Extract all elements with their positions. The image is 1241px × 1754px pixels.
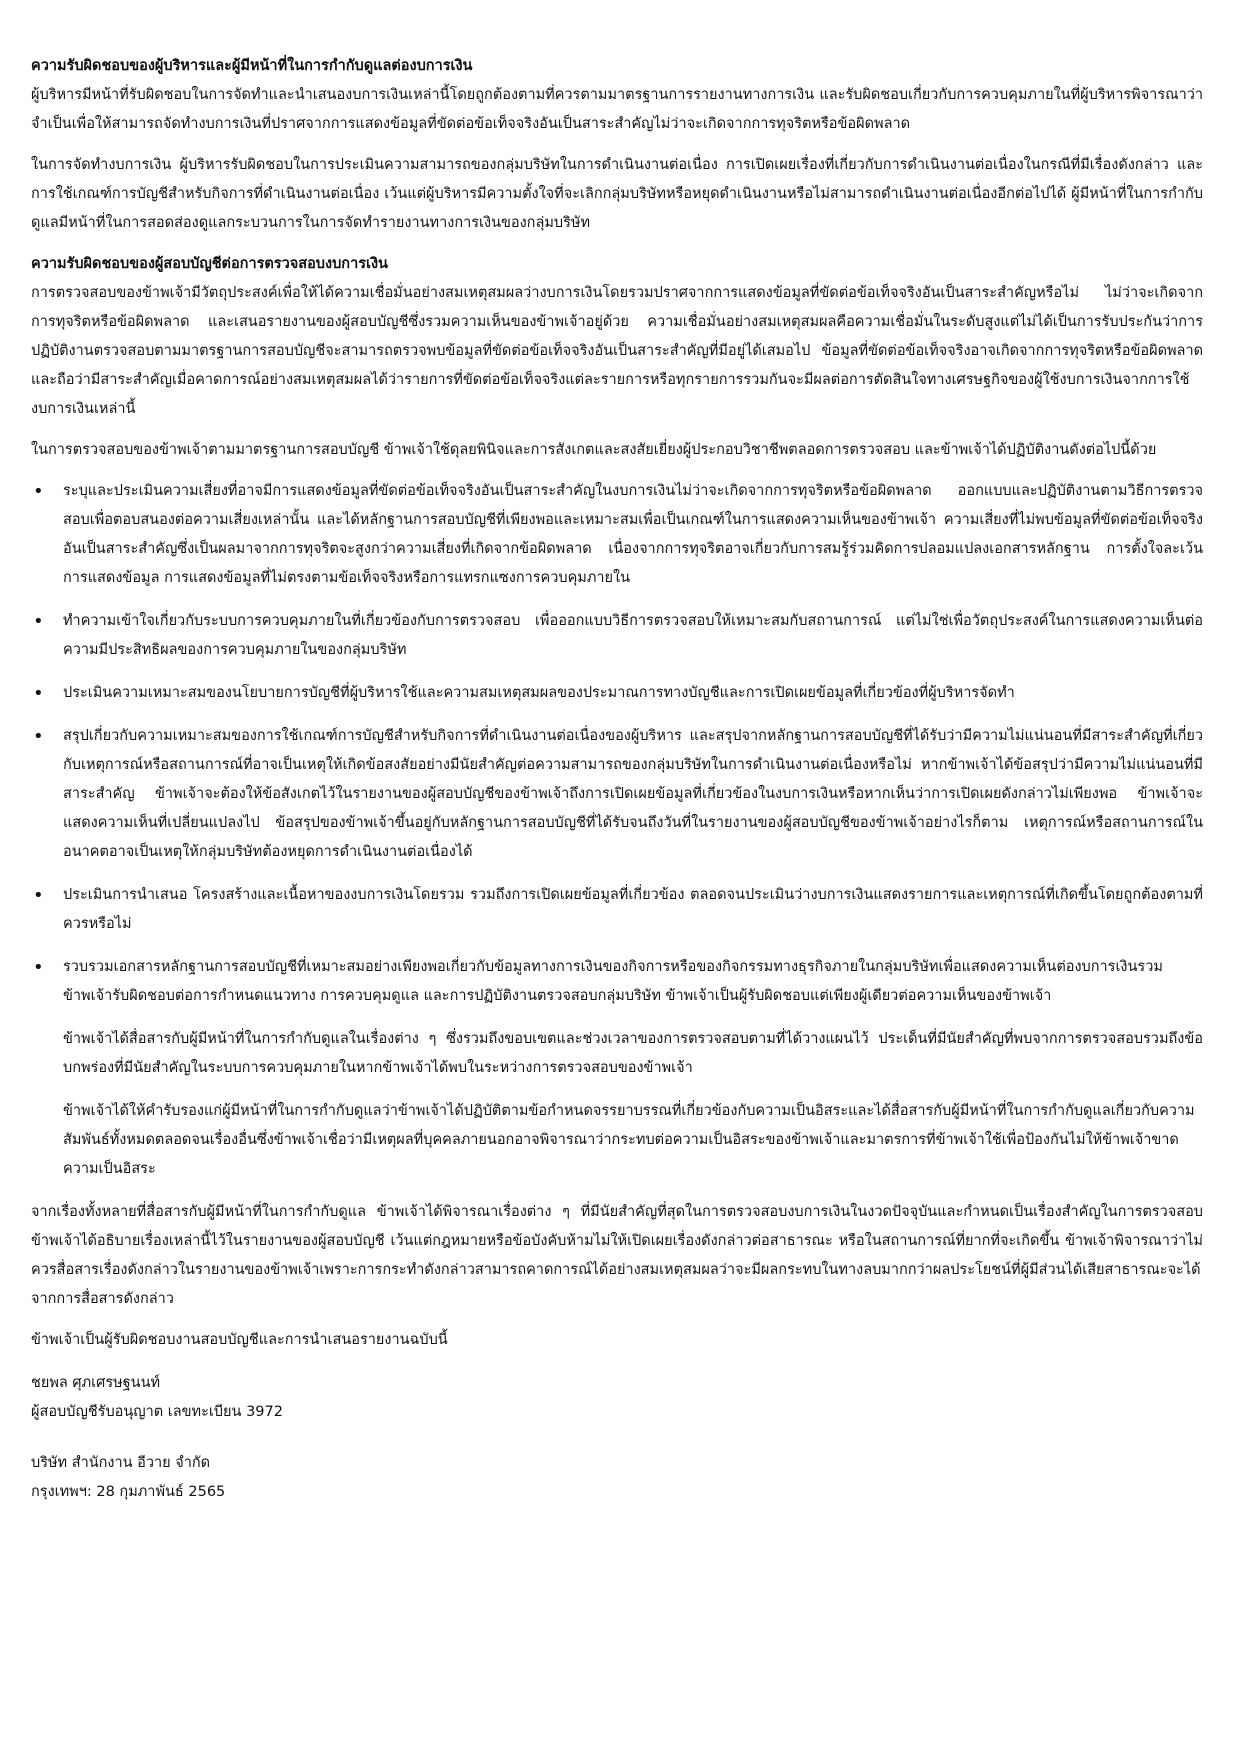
list-item [31,722,1203,867]
paragraph: จากเรื่องทั้งหลายที่สื่อสารกับผู้มีหน้าที่ในการกำกับดูแล ข้าพเจ้าได้พิจารณาเรื่องต่าง ๆ ที่มีนัยสำคัญที่สุดในการตรวจสอบงบการเงินในงวดปัจจุบันและกำหนดเป็นเรื่องสำคัญในการตรวจสอบ ข้าพเจ้าได้อธิบายเรื่องเหล่านี้ไว้ในรายงานของผู้สอบบัญชี เว้นแต่กฎหมายหรือข้อบังคับห้ามไม่ให้เปิดเผยเรื่องดังกล่าวต่อสาธารณะ หรือในสถานการณ์ที่ยากที่จะเกิดขึ้น ข้าพเจ้าพิจารณาว่าไม่ควรสื่อสารเรื่องดังกล่าวในรายงานของข้าพเจ้าเพราะการกระทำดังกล่าวสามารถคาดการณ์ได้อย่างสมเหตุสมผลว่าจะมีผลกระทบในทางลบมากกว่าผลประโยชน์ที่ผู้มีส่วนได้เสียสาธารณะจะได้จากการสื่อสารดังกล่าว [31,1204,1203,1307]
indented-paragraph: ข้าพเจ้าได้ให้คำรับรองแก่ผู้มีหน้าที่ในการกำกับดูแลว่าข้าพเจ้าได้ปฏิบัติตามข้อกำหนดจรรยาบรรณที่เกี่ยวข้องกับความเป็นอิสระและได้สื่อสารกับผู้มีหน้าที่ในการกำกับดูแลเกี่ยวกับความสัมพันธ์ทั้งหมดตลอดจนเรื่องอื่นซึ่งข้าพเจ้าเชื่อว่ามีเหตุผลที่บุคคลภายนอกอาจพิจารณาว่ากระทบต่อความเป็นอิสระของข้าพเจ้าและมาตรการที่ข้าพเจ้าใช้เพื่อป้องกันไม่ให้ข้าพเจ้าขาดความเป็นอิสระ [63,1103,1195,1177]
paragraph: การตรวจสอบของข้าพเจ้ามีวัตถุประสงค์เพื่อให้ได้ความเชื่อมั่นอย่างสมเหตุสมผลว่างบการเงินโดยรวมปราศจากการแสดงข้อมูลที่ขัดต่อข้อเท็จจริงอันเป็นสาระสำคัญหรือไม่ ไม่ว่าจะเกิดจากการทุจริตหรือข้อผิดพลาด และเสนอรายงานของผู้สอบบัญชีซึ่งรวมความเห็นของข้าพเจ้าอยู่ด้วย ความเชื่อมั่นอย่างสมเหตุสมผลคือความเชื่อมั่นในระดับสูงแต่ไม่ได้เป็นการรับประกันว่าการปฏิบัติงานตรวจสอบตามมาตรฐานการสอบบัญชีจะสามารถตรวจพบข้อมูลที่ขัดต่อข้อเท็จจริงอันเป็นสาระสำคัญที่มีอยู่ได้เสมอไป ข้อมูลที่ขัดต่อข้อเท็จจริงอาจเกิดจากการทุจริตหรือข้อผิดพลาดและถือว่ามีสาระสำคัญเมื่อคาดการณ์อย่างสมเหตุสมผลได้ว่ารายการที่ขัดต่อข้อเท็จจริงแต่ละรายการหรือทุกรายการรวมกันจะมีผลต่อการตัดสินใจทางเศรษฐกิจของผู้ใช้งบการเงินจากการใช้งบการเงินเหล่านี้ [31,285,1203,417]
list-item-text: ระบุและประเมินความเสี่ยงที่อาจมีการแสดงข้อมูลที่ขัดต่อข้อเท็จจริงอันเป็นสาระสำคัญในงบการเงินไม่ว่าจะเกิดจากการทุจริตหรือข้อผิดพลาด ออกแบบและปฏิบัติงานตามวิธีการตรวจสอบเพื่อตอบสนองต่อความเสี่ยงเหล่านั้น และได้หลักฐานการสอบบัญชีที่เพียงพอและเหมาะสมเพื่อเป็นเกณฑ์ในการแสดงความเห็นของข้าพเจ้า ความเสี่ยงที่ไม่พบข้อมูลที่ขัดต่อข้อเท็จจริงอันเป็นสาระสำคัญซึ่งเป็นผลมาจากการทุจริตจะสูงกว่าความเสี่ยงที่เกิดจากข้อผิดพลาด เนื่องจากการทุจริตอาจเกี่ยวกับการสมรู้ร่วมคิดการปลอมแปลงเอกสารหลักฐาน การตั้งใจละเว้นการแสดงข้อมูล การแสดงข้อมูลที่ไม่ตรงตามข้อเท็จจริงหรือการแทรกแซงการควบคุมภายใน [63,483,1203,586]
list-item [31,607,1203,665]
list-item-text: สรุปเกี่ยวกับความเหมาะสมของการใช้เกณฑ์การบัญชีสำหรับกิจการที่ดำเนินงานต่อเนื่องของผู้บริหาร และสรุปจากหลักฐานการสอบบัญชีที่ได้รับว่ามีความไม่แน่นอนที่มีสาระสำคัญที่เกี่ยวกับเหตุการณ์หรือสถานการณ์ที่อาจเป็นเหตุให้เกิดข้อสงสัยอย่างมีนัยสำคัญต่อความสามารถของกลุ่มบริษัทในการดำเนินงานต่อเนื่องหรือไม่ หากข้าพเจ้าได้ข้อสรุปว่ามีความไม่แน่นอนที่มีสาระสำคัญ ข้าพเจ้าจะต้องให้ข้อสังเกตไว้ในรายงานของผู้สอบบัญชีของข้าพเจ้าถึงการเปิดเผยข้อมูลที่เกี่ยวข้องในงบการเงินหรือหากเห็นว่าการเปิดเผยดังกล่าวไม่เพียงพอ ข้าพเจ้าจะแสดงความเห็นที่เปลี่ยนแปลงไป ข้อสรุปของข้าพเจ้าขึ้นอยู่กับหลักฐานการสอบบัญชีที่ได้รับจนถึงวันที่ในรายงานของผู้สอบบัญชีของข้าพเจ้าอย่างไรก็ตาม เหตุการณ์หรือสถานการณ์ในอนาคตอาจเป็นเหตุให้กลุ่มบริษัทต้องหยุดการดำเนินงานต่อเนื่องได้ [63,728,1203,860]
procedure-list [31,477,1203,1011]
list-item-text: รวบรวมเอกสารหลักฐานการสอบบัญชีที่เหมาะสมอย่างเพียงพอเกี่ยวกับข้อมูลทางการเงินของกิจการหรือของกิจกรรมทางธุรกิจภายในกลุ่มบริษัทเพื่อแสดงความเห็นต่องบการเงินรวม ข้าพเจ้ารับผิดชอบต่อการกำหนดแนวทาง การควบคุมดูแล และการปฏิบัติงานตรวจสอบกลุ่มบริษัท ข้าพเจ้าเป็นผู้รับผิดชอบแต่เพียงผู้เดียวต่อความเห็นของข้าพเจ้า [63,959,1163,1004]
paragraph: ข้าพเจ้าเป็นผู้รับผิดชอบงานสอบบัญชีและการนำเสนอรายงานฉบับนี้ [31,1332,448,1348]
bullet-icon: • [33,481,44,502]
bullet-icon: • [33,885,44,906]
bullet-icon: • [33,611,44,632]
bullet-icon: • [33,957,44,978]
list-item [31,477,1203,593]
list-item [31,881,1203,939]
section-heading-auditor: ความรับผิดชอบของผู้สอบบัญชีต่อการตรวจสอบงบการเงิน [31,256,388,272]
list-item-text: ประเมินการนำเสนอ โครงสร้างและเนื้อหาของงบการเงินโดยรวม รวมถึงการเปิดเผยข้อมูลที่เกี่ยวข้อง ตลอดจนประเมินว่างบการเงินแสดงรายการและเหตุการณ์ที่เกิดขึ้นโดยถูกต้องตามที่ควรหรือไม่ [63,887,1203,932]
signature-block [31,1369,1203,1507]
list-item [31,953,1203,1011]
auditor-responsibility-section [31,250,1203,1355]
list-item-text: ประเมินความเหมาะสมของนโยบายการบัญชีที่ผู้บริหารใช้และความสมเหตุสมผลของประมาณการทางบัญชีและการเปิดเผยข้อมูลที่เกี่ยวข้องที่ผู้บริหารจัดทำ [63,685,1015,701]
management-responsibility-section [31,52,1203,238]
bullet-icon: • [33,683,44,704]
paragraph: ในการจัดทำงบการเงิน ผู้บริหารรับผิดชอบในการประเมินความสามารถของกลุ่มบริษัทในการดำเนินงานต่อเนื่อง การเปิดเผยเรื่องที่เกี่ยวกับการดำเนินงานต่อเนื่องในกรณีที่มีเรื่องดังกล่าว และการใช้เกณฑ์การบัญชีสำหรับกิจการที่ดำเนินงานต่อเนื่อง เว้นแต่ผู้บริหารมีความตั้งใจที่จะเลิกกลุ่มบริษัทหรือหยุดดำเนินงานหรือไม่สามารถดำเนินงานต่อเนื่องอีกต่อไปได้ ผู้มีหน้าที่ในการกำกับดูแลมีหน้าที่ในการสอดส่องดูแลกระบวนการในการจัดทำรายงานทางการเงินของกลุ่มบริษัท [31,157,1203,231]
firm-name: บริษัท สำนักงาน อีวาย จำกัด [31,1455,211,1471]
place-date: กรุงเทพฯ: 28 กุมภาพันธ์ 2565 [31,1484,226,1500]
section-heading-management: ความรับผิดชอบของผู้บริหารและผู้มีหน้าที่ในการกำกับดูแลต่องบการเงิน [31,58,473,74]
auditor-title: ผู้สอบบัญชีรับอนุญาต เลขทะเบียน 3972 [31,1404,283,1420]
indented-paragraph: ข้าพเจ้าได้สื่อสารกับผู้มีหน้าที่ในการกำกับดูแลในเรื่องต่าง ๆ ซึ่งรวมถึงขอบเขตและช่วงเวลาของการตรวจสอบตามที่ได้วางแผนไว้ ประเด็นที่มีนัยสำคัญที่พบจากการตรวจสอบรวมถึงข้อบกพร่องที่มีนัยสำคัญในระบบการควบคุมภายในหากข้าพเจ้าได้พบในระหว่างการตรวจสอบของข้าพเจ้า [63,1031,1203,1076]
list-item [31,679,1203,708]
auditor-name: ชยพล ศุภเศรษฐนนท์ [31,1375,161,1391]
paragraph: ในการตรวจสอบของข้าพเจ้าตามมาตรฐานการสอบบัญชี ข้าพเจ้าใช้ดุลยพินิจและการสังเกตและสงสัยเยี่ยงผู้ประกอบวิชาชีพตลอดการตรวจสอบ และข้าพเจ้าได้ปฏิบัติงานดังต่อไปนี้ด้วย [31,442,1157,458]
bullet-icon: • [33,726,44,747]
paragraph: ผู้บริหารมีหน้าที่รับผิดชอบในการจัดทำและนำเสนองบการเงินเหล่านี้โดยถูกต้องตามที่ควรตามมาตรฐานการรายงานทางการเงิน และรับผิดชอบเกี่ยวกับการควบคุมภายในที่ผู้บริหารพิจารณาว่าจำเป็นเพื่อให้สามารถจัดทำงบการเงินที่ปราศจากการแสดงข้อมูลที่ขัดต่อข้อเท็จจริงอันเป็นสาระสำคัญไม่ว่าจะเกิดจากการทุจริตหรือข้อผิดพลาด [31,87,1203,132]
list-item-text: ทำความเข้าใจเกี่ยวกับระบบการควบคุมภายในที่เกี่ยวข้องกับการตรวจสอบ เพื่อออกแบบวิธีการตรวจสอบให้เหมาะสมกับสถานการณ์ แต่ไม่ใช่เพื่อวัตถุประสงค์ในการแสดงความเห็นต่อความมีประสิทธิผลของการควบคุมภายในของกลุ่มบริษัท [63,613,1203,658]
